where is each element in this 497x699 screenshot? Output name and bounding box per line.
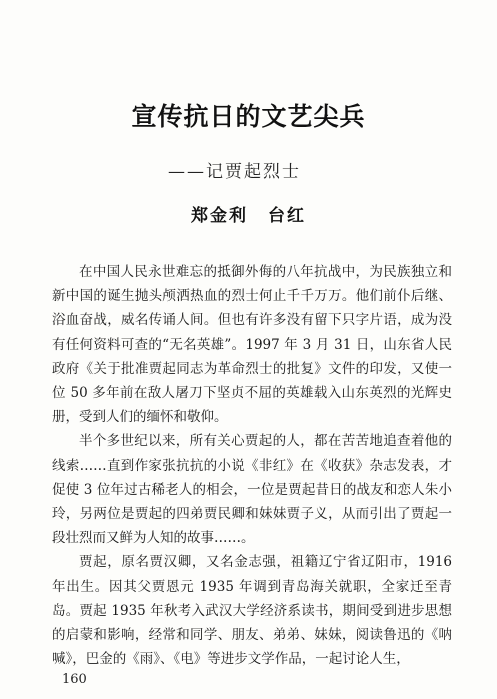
article-subtitle: ——记贾起烈士	[168, 162, 301, 182]
article-title: 宣传抗日的文艺尖兵	[131, 102, 366, 131]
body-paragraph-1: 在中国人民永世难忘的抵御外侮的八年抗战中，为民族独立和新中国的诞生抛头颅洒热血的烈士何止千千万万。他们前仆后继、浴血奋战，威名传诵人间。但也有许多没有留下只字片语，成为没有任何资料可查的“无名英雄”。1997 年 3 月 31 日，山东省人民政府《关于批准贾起同志为革命烈士的批复》文件的印发，又使一位 50 多年前在敌人屠刀下坚贞不屈的英雄载入山东英烈的光辉史册，受到人们的缅怀和敬仰。	[52, 264, 452, 426]
article-body	[52, 260, 452, 671]
article-authors: 郑金利 台红	[191, 206, 306, 226]
body-paragraph-2: 半个多世纪以来，所有关心贾起的人，都在苦苦地追查着他的线索……直到作家张抗抗的小说《非红》在《收获》杂志发表，才促使 3 位年过古稀老人的相会，一位是贾起昔日的战友和恋人朱小玲，另两位是贾起的四弟贾民卿和妹妹贾子义，从而引出了贾起一段壮烈而又鲜为人知的故事……。	[52, 433, 452, 547]
page-number: 160	[62, 672, 87, 687]
body-paragraph-3: 贾起，原名贾汉卿，又名金志强，祖籍辽宁省辽阳市，1916 年出生。因其父贾恩元 1935 年调到青岛海关就职，全家迁至青岛。贾起 1935 年秋考入武汉大学经济系读书，期间受到进步思想的启蒙和影响，经常和同学、朋友、弟弟、妹妹，阅读鲁迅的《呐喊》，巴金的《雨》、《电》等进步文学作品，一起讨论人生，	[52, 554, 452, 668]
